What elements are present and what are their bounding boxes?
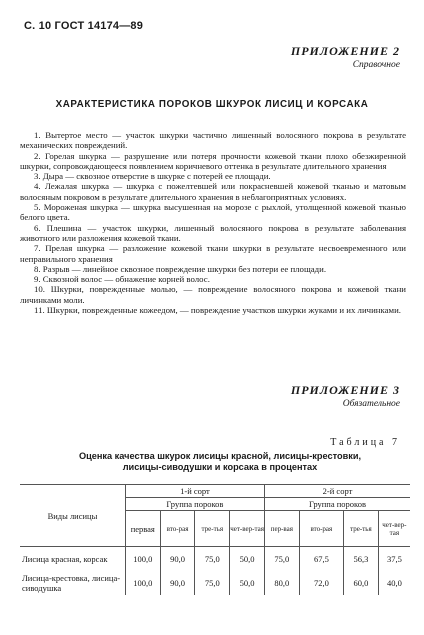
table-cell: 67,5 xyxy=(299,547,343,572)
list-item: 11. Шкурки, поврежденные кожеедом, — повреждение участков шкурки жуками и их личинками. xyxy=(34,305,402,316)
column-header-sub: чет-вер-тая xyxy=(230,511,265,547)
column-header-kinds: Виды лисицы xyxy=(20,485,125,547)
section-title: ХАРАКТЕРИСТИКА ПОРОКОВ ШКУРОК ЛИСИЦ И КОРСАКА xyxy=(55,99,369,110)
table-cell: 80,0 xyxy=(264,571,299,595)
column-header-group: Группа пороков xyxy=(264,498,410,511)
list-item: 7. Прелая шкурка — разложение кожевой ткани шкурки в результате несвоевременного или неправильного хранения xyxy=(20,243,406,264)
table-caption xyxy=(30,451,410,473)
table-cell: 90,0 xyxy=(160,571,195,595)
table-cell-name: Лисица красная, корсак xyxy=(20,547,125,572)
column-header-grade-2: 2-й сорт xyxy=(264,485,410,498)
list-item: 6. Плешина — участок шкурки, лишенный волосяного покрова в результате заболевания животного или разложения кожевой ткани. xyxy=(20,222,406,243)
list-item: 5. Мороженая шкурка — шкурка высушенная на морозе с рыхлой, утолщенной кожевой тканью белого цвета. xyxy=(20,202,406,223)
table-cell-name: Лисица-крестовка, лисица-сиводушка xyxy=(20,571,125,595)
column-header-sub: пер-вая xyxy=(264,511,299,547)
table-cell: 60,0 xyxy=(344,571,379,595)
column-header-grade-1: 1-й сорт xyxy=(125,485,264,498)
table-cell: 75,0 xyxy=(195,547,230,572)
list-item: 9. Сквозной волос — обнажение корней волос. xyxy=(34,274,210,285)
list-item: 1. Вытертое место — участок шкурки частично лишенный волосяного покрова в результате механических повреждений. xyxy=(20,130,406,151)
table-row xyxy=(20,547,410,572)
table-cell: 50,0 xyxy=(230,571,265,595)
table-cell: 72,0 xyxy=(299,571,343,595)
quality-table xyxy=(20,484,410,595)
table-cell: 50,0 xyxy=(230,547,265,572)
list-item: 8. Разрыв — линейное сквозное повреждение шкурки без потери ее площади. xyxy=(34,263,327,274)
column-header-sub: чет-вер-тая xyxy=(378,511,410,547)
list-item: 10. Шкурки, поврежденные молью, — повреждение волосяного покрова и кожевой ткани личинками моли. xyxy=(20,284,406,305)
table-cell: 56,3 xyxy=(344,547,379,572)
list-item: 4. Лежалая шкурка — шкурка с пожелтевшей или покрасневшей кожевой тканью и матовым волосяным покровом в результате длительного хранения в неблагоприятных условиях. xyxy=(20,181,406,202)
table-cell: 100,0 xyxy=(125,571,160,595)
appendix-2-subtitle: Справочное xyxy=(352,60,400,70)
table-row xyxy=(20,571,410,595)
column-header-sub: вто-рая xyxy=(299,511,343,547)
column-header-group: Группа пороков xyxy=(125,498,264,511)
column-header-sub: первая xyxy=(125,511,160,547)
table-caption-line: лисицы-сиводушки и корсака в процентах xyxy=(122,462,318,472)
table-cell: 75,0 xyxy=(264,547,299,572)
table-label: Таблица 7 xyxy=(330,437,400,448)
defects-list xyxy=(20,130,406,315)
appendix-3-subtitle: Обязательное xyxy=(342,399,400,409)
column-header-sub: вто-рая xyxy=(160,511,195,547)
appendix-2-title: ПРИЛОЖЕНИЕ 2 xyxy=(290,44,400,58)
page-header: С. 10 ГОСТ 14174—89 xyxy=(24,20,144,32)
table-cell: 75,0 xyxy=(195,571,230,595)
table-cell: 90,0 xyxy=(160,547,195,572)
table-cell: 40,0 xyxy=(378,571,410,595)
column-header-sub: тре-тья xyxy=(344,511,379,547)
table-cell: 37,5 xyxy=(378,547,410,572)
list-item: 3. Дыра — сквозное отверстие в шкурке с потерей ее площади. xyxy=(34,171,271,182)
table-caption-line: Оценка качества шкурок лисицы красной, лисицы-крестовки, xyxy=(78,451,362,461)
column-header-sub: тре-тья xyxy=(195,511,230,547)
appendix-3-title: ПРИЛОЖЕНИЕ 3 xyxy=(290,383,400,397)
table-cell: 100,0 xyxy=(125,547,160,572)
list-item: 2. Горелая шкурка — разрушение или потеря прочности кожевой ткани плохо обезжиренной шкурки, сопровождающееся появлением коричневого оттенка в результате длительного хранения xyxy=(20,150,406,171)
